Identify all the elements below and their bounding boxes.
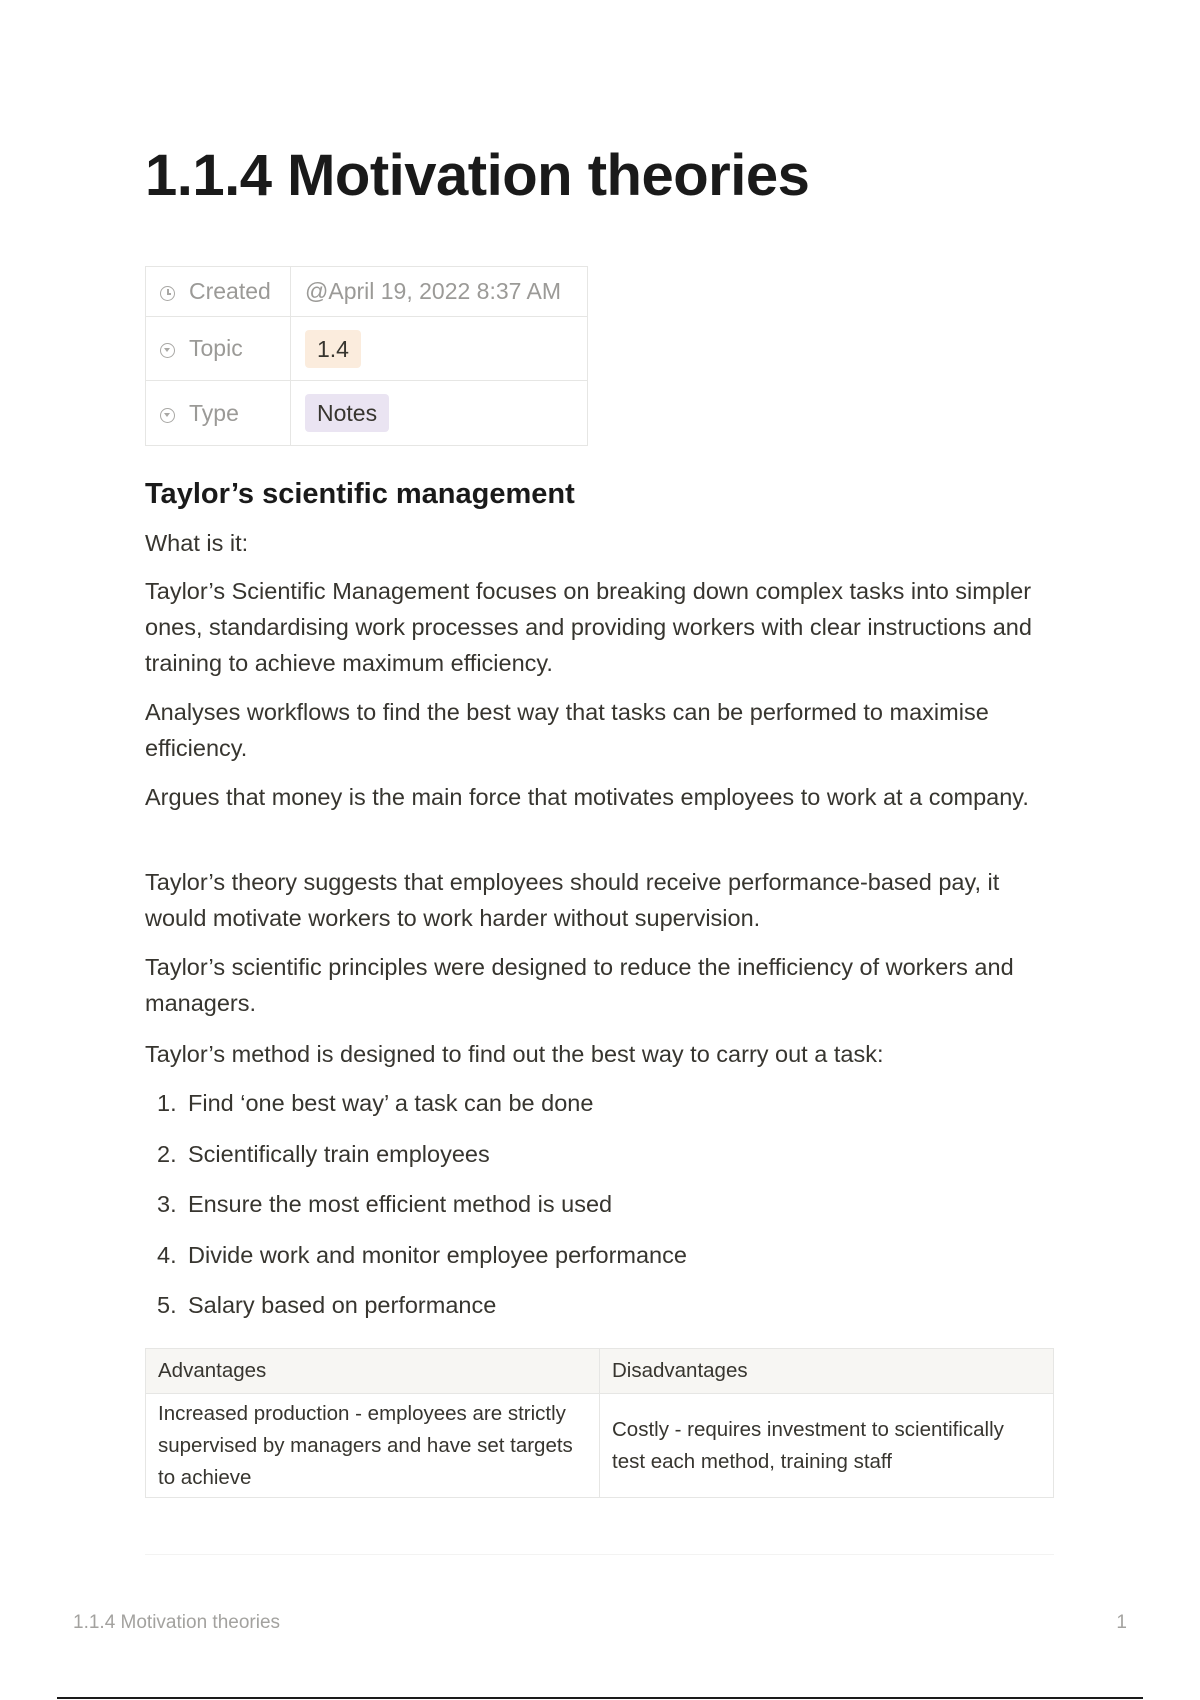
property-row-topic <box>146 317 588 381</box>
table-header-row <box>146 1349 1054 1394</box>
advantages-disadvantages-table <box>145 1348 1054 1498</box>
select-icon <box>160 408 175 423</box>
property-key-type: Type <box>189 399 239 426</box>
property-key-topic: Topic <box>189 335 243 361</box>
property-row-created <box>146 267 588 317</box>
page-title: 1.1.4 Motivation theories <box>145 143 810 208</box>
select-icon <box>160 343 175 358</box>
column-header-advantages: Advantages <box>146 1349 600 1394</box>
properties-table <box>145 266 588 446</box>
type-tag[interactable]: Notes <box>305 394 389 432</box>
column-header-disadvantages: Disadvantages <box>600 1349 1054 1394</box>
section-heading: Taylor’s scientific management <box>145 478 575 510</box>
property-value-cell[interactable] <box>291 317 588 381</box>
list-item-text: Salary based on performance <box>188 1292 497 1318</box>
list-number: 2. <box>157 1140 177 1167</box>
property-key-cell <box>146 381 291 446</box>
list-item <box>145 1085 687 1136</box>
paragraph-what-is-it: What is it: <box>145 530 249 556</box>
clock-icon <box>160 286 175 301</box>
property-key-cell <box>146 267 291 317</box>
paragraph-workflows: Analyses workflows to find the best way that tasks can be performed to maximise efficiency. <box>145 699 989 761</box>
list-number: 1. <box>157 1090 177 1116</box>
property-key-created: Created <box>189 278 271 304</box>
property-value-cell[interactable] <box>291 381 588 446</box>
list-number: 5. <box>157 1292 177 1318</box>
list-item-text: Scientifically train employees <box>188 1140 490 1167</box>
paragraph-definition: Taylor’s Scientific Management focuses on breaking down complex tasks into simpler ones, standardising work processes and providing workers with clear instructions and training to achieve maximum efficiency. <box>145 578 1032 676</box>
property-key-cell <box>146 317 291 381</box>
paragraph-inefficiency: Taylor’s scientific principles were designed to reduce the inefficiency of workers and managers. <box>145 954 1014 1016</box>
paragraph-method-intro: Taylor’s method is designed to find out the best way to carry out a task: <box>145 1041 884 1067</box>
property-value-created: @April 19, 2022 8:37 AM <box>305 278 562 304</box>
property-value-cell[interactable] <box>291 267 588 317</box>
table-cell-advantage: Increased production - employees are strictly supervised by managers and have set targets to achieve <box>146 1394 600 1498</box>
list-number: 4. <box>157 1241 177 1268</box>
paragraph-performance-pay: Taylor’s theory suggests that employees should receive performance-based pay, it would motivate workers to work harder without supervision. <box>145 869 1000 931</box>
numbered-list <box>145 1085 687 1338</box>
list-item-text: Divide work and monitor employee performance <box>188 1241 687 1268</box>
list-item <box>145 1136 687 1187</box>
table-cell-disadvantage: Costly - requires investment to scientifically test each method, training staff <box>600 1394 1054 1498</box>
list-item <box>145 1237 687 1288</box>
list-item <box>145 1287 687 1338</box>
list-item-text: Find ‘one best way’ a task can be done <box>188 1090 594 1116</box>
property-row-type <box>146 381 588 446</box>
topic-tag[interactable]: 1.4 <box>305 330 361 368</box>
list-number: 3. <box>157 1191 177 1217</box>
footer-title: 1.1.4 Motivation theories <box>73 1612 281 1633</box>
page-bottom-rule <box>57 1697 1143 1699</box>
divider <box>145 1554 1054 1555</box>
list-item-text: Ensure the most efficient method is used <box>188 1191 613 1217</box>
list-item <box>145 1186 687 1237</box>
page-number: 1 <box>1116 1612 1127 1633</box>
table-row <box>146 1394 1054 1498</box>
paragraph-money: Argues that money is the main force that motivates employees to work at a company. <box>145 784 1029 810</box>
